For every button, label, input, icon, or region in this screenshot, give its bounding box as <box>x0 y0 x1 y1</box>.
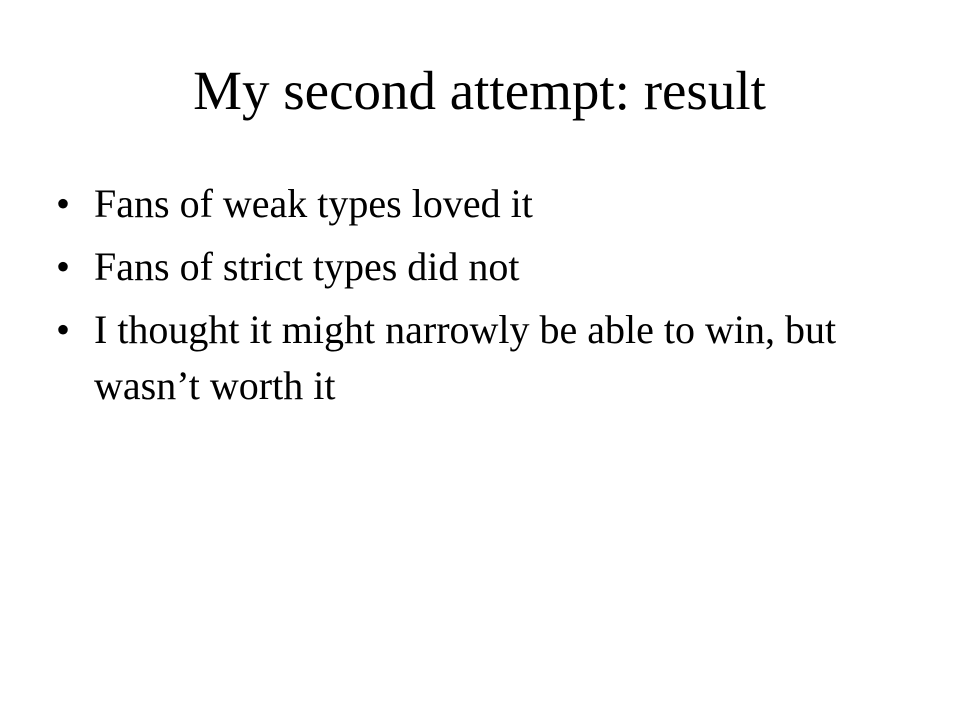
bullet-text: Fans of weak types loved it <box>94 181 533 226</box>
bullet-text: I thought it might narrowly be able to win, but wasn’t worth it <box>94 307 837 408</box>
bullet-text: Fans of strict types did not <box>94 244 520 289</box>
list-item <box>56 302 916 414</box>
bullet-list <box>56 176 916 421</box>
bullet-marker: • <box>56 181 71 226</box>
slide-title: My second attempt: result <box>193 60 766 121</box>
bullet-marker: • <box>56 244 71 289</box>
list-item <box>56 176 916 232</box>
list-item <box>56 239 916 295</box>
bullet-marker: • <box>56 307 71 352</box>
